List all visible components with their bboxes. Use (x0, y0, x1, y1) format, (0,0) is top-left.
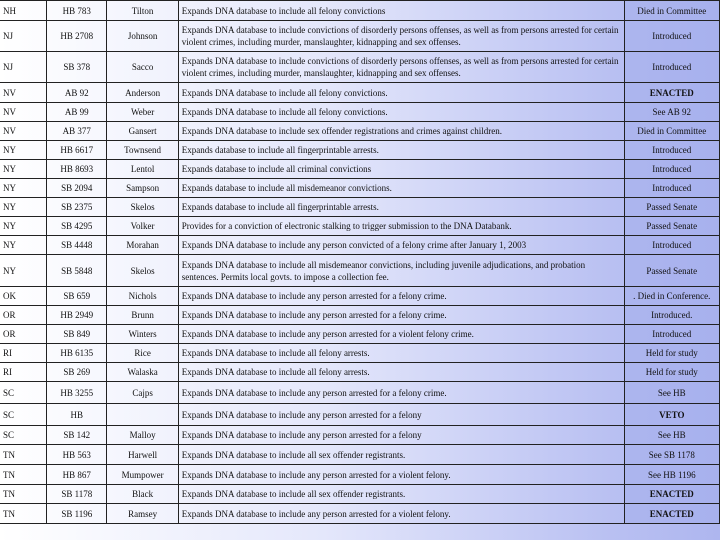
description-cell: Expands DNA database to include all felony arrests. (178, 363, 624, 382)
status-cell: Held for study (624, 363, 719, 382)
status-cell: See AB 92 (624, 103, 719, 122)
sponsor-cell: Harwell (107, 445, 178, 465)
state-cell: RI (0, 344, 47, 363)
description-cell: Expands DNA database to include all felony convictions. (178, 83, 624, 103)
state-cell: NH (0, 1, 47, 21)
state-cell: SC (0, 426, 47, 445)
state-cell: RI (0, 363, 47, 382)
description-cell: Expands DNA database to include any person arrested for a felony crime. (178, 306, 624, 325)
status-cell: Died in Committee (624, 122, 719, 141)
bill-cell: HB 783 (47, 1, 107, 21)
status-cell: See HB (624, 426, 719, 445)
description-cell: Expands database to include all fingerprintable arrests. (178, 141, 624, 160)
status-cell: ENACTED (624, 485, 719, 504)
sponsor-cell: Tilton (107, 1, 178, 21)
sponsor-cell: Weber (107, 103, 178, 122)
status-cell: Passed Senate (624, 255, 719, 287)
description-cell: Expands DNA database to include all felony convictions. (178, 103, 624, 122)
table-row (0, 363, 720, 382)
sponsor-cell: Black (107, 485, 178, 504)
sponsor-cell: Winters (107, 325, 178, 344)
table-row (0, 179, 720, 198)
description-cell: Expands DNA database to include all felony arrests. (178, 344, 624, 363)
status-cell: Introduced (624, 21, 719, 52)
description-cell: Expands DNA database to include any person arrested for a felony (178, 426, 624, 445)
status-cell: Introduced. (624, 306, 719, 325)
sponsor-cell: Johnson (107, 21, 178, 52)
table-row (0, 382, 720, 404)
sponsor-cell: Mumpower (107, 465, 178, 485)
status-cell: See HB 1196 (624, 465, 719, 485)
status-cell: Held for study (624, 344, 719, 363)
description-cell: Expands DNA database to include any person convicted of a felony crime after January 1, 2003 (178, 236, 624, 255)
bill-cell: SB 142 (47, 426, 107, 445)
description-cell: Expands DNA database to include all felony convictions (178, 1, 624, 21)
sponsor-cell: Nichols (107, 287, 178, 306)
table-row (0, 83, 720, 103)
description-cell: Expands DNA database to include sex offender registrations and crimes against children. (178, 122, 624, 141)
state-cell: NY (0, 198, 47, 217)
state-cell: OR (0, 325, 47, 344)
table-row (0, 344, 720, 363)
state-cell: SC (0, 382, 47, 404)
status-cell: Introduced (624, 179, 719, 198)
bill-cell: AB 99 (47, 103, 107, 122)
bill-cell: HB 8693 (47, 160, 107, 179)
bill-cell: SB 2375 (47, 198, 107, 217)
description-cell: Expands DNA database to include any person arrested for a felony crime. (178, 382, 624, 404)
description-cell: Expands DNA database to include convictions of disorderly persons offenses, as well as from persons arrested for certain violent crimes, including murder, manslaughter, kidnapping and sex offenses. (178, 52, 624, 83)
bill-cell: SB 1178 (47, 485, 107, 504)
description-cell: Expands DNA database to include any person arrested for a violent felony. (178, 504, 624, 524)
bill-cell: HB 563 (47, 445, 107, 465)
table-row (0, 426, 720, 445)
bill-cell: HB 2708 (47, 21, 107, 52)
description-cell: Expands DNA database to include any person arrested for a violent felony crime. (178, 325, 624, 344)
description-cell: Expands DNA database to include all misdemeanor convictions, including juvenile adjudications, and probation sentences. Permits local govts. to impose a collection fee. (178, 255, 624, 287)
table-row (0, 160, 720, 179)
sponsor-cell: Skelos (107, 198, 178, 217)
state-cell: TN (0, 445, 47, 465)
description-cell: Expands DNA database to include any person arrested for a felony crime. (178, 287, 624, 306)
table-row (0, 404, 720, 426)
status-cell: . Died in Conference. (624, 287, 719, 306)
table-row (0, 1, 720, 21)
state-cell: NV (0, 103, 47, 122)
state-cell: NV (0, 122, 47, 141)
table-row (0, 103, 720, 122)
description-cell: Expands DNA database to include convictions of disorderly persons offenses, as well as from persons arrested for certain violent crimes, including murder, manslaughter, kidnapping and sex offenses. (178, 21, 624, 52)
description-cell: Provides for a conviction of electronic stalking to trigger submission to the DNA Databank. (178, 217, 624, 236)
status-cell: Introduced (624, 160, 719, 179)
table-row (0, 255, 720, 287)
bill-cell: HB 3255 (47, 382, 107, 404)
bill-cell: HB 2949 (47, 306, 107, 325)
table-row (0, 198, 720, 217)
sponsor-cell: Gansert (107, 122, 178, 141)
state-cell: SC (0, 404, 47, 426)
sponsor-cell: Lentol (107, 160, 178, 179)
bill-cell: AB 377 (47, 122, 107, 141)
description-cell: Expands DNA database to include all sex offender registrants. (178, 445, 624, 465)
description-cell: Expands database to include all criminal convictions (178, 160, 624, 179)
sponsor-cell: Sampson (107, 179, 178, 198)
bill-cell: HB 6135 (47, 344, 107, 363)
bill-cell: SB 4448 (47, 236, 107, 255)
description-cell: Expands database to include all fingerprintable arrests. (178, 198, 624, 217)
state-cell: NY (0, 179, 47, 198)
state-cell: NY (0, 217, 47, 236)
bill-cell: SB 5848 (47, 255, 107, 287)
status-cell: Introduced (624, 236, 719, 255)
table-row (0, 306, 720, 325)
sponsor-cell: Malloy (107, 426, 178, 445)
state-cell: TN (0, 504, 47, 524)
status-cell: ENACTED (624, 504, 719, 524)
status-cell: Passed Senate (624, 198, 719, 217)
state-cell: NY (0, 141, 47, 160)
status-cell: See HB (624, 382, 719, 404)
sponsor-cell: Skelos (107, 255, 178, 287)
sponsor-cell: Cajps (107, 382, 178, 404)
bill-cell: HB 6617 (47, 141, 107, 160)
description-cell: Expands database to include all misdemeanor convictions. (178, 179, 624, 198)
state-cell: TN (0, 465, 47, 485)
state-cell: NY (0, 160, 47, 179)
state-cell: OK (0, 287, 47, 306)
sponsor-cell: Volker (107, 217, 178, 236)
state-cell: NJ (0, 52, 47, 83)
table-row (0, 52, 720, 83)
table-row (0, 325, 720, 344)
status-cell: ENACTED (624, 83, 719, 103)
table-row (0, 21, 720, 52)
bill-cell: HB 867 (47, 465, 107, 485)
status-cell: Died in Committee (624, 1, 719, 21)
state-cell: NV (0, 83, 47, 103)
state-cell: NJ (0, 21, 47, 52)
state-cell: NY (0, 255, 47, 287)
bill-cell: SB 659 (47, 287, 107, 306)
state-cell: NY (0, 236, 47, 255)
sponsor-cell (107, 404, 178, 426)
bill-cell: SB 2094 (47, 179, 107, 198)
bill-cell: SB 1196 (47, 504, 107, 524)
sponsor-cell: Ramsey (107, 504, 178, 524)
sponsor-cell: Anderson (107, 83, 178, 103)
state-cell: OR (0, 306, 47, 325)
table-row (0, 485, 720, 504)
sponsor-cell: Walaska (107, 363, 178, 382)
table-row (0, 217, 720, 236)
description-cell: Expands DNA database to include all sex offender registrants. (178, 485, 624, 504)
table-row (0, 236, 720, 255)
sponsor-cell: Rice (107, 344, 178, 363)
table-row (0, 465, 720, 485)
status-cell: Introduced (624, 141, 719, 160)
bill-cell: SB 378 (47, 52, 107, 83)
sponsor-cell: Morahan (107, 236, 178, 255)
status-cell: VETO (624, 404, 719, 426)
description-cell: Expands DNA database to include any person arrested for a felony (178, 404, 624, 426)
sponsor-cell: Townsend (107, 141, 178, 160)
status-cell: See SB 1178 (624, 445, 719, 465)
bill-cell: HB (47, 404, 107, 426)
table-row (0, 445, 720, 465)
table-row (0, 141, 720, 160)
table-row (0, 504, 720, 524)
bill-cell: SB 849 (47, 325, 107, 344)
sponsor-cell: Brunn (107, 306, 178, 325)
table-row (0, 287, 720, 306)
bill-cell: SB 269 (47, 363, 107, 382)
status-cell: Introduced (624, 52, 719, 83)
status-cell: Passed Senate (624, 217, 719, 236)
description-cell: Expands DNA database to include any person arrested for a violent felony. (178, 465, 624, 485)
bill-cell: SB 4295 (47, 217, 107, 236)
state-cell: TN (0, 485, 47, 504)
sponsor-cell: Sacco (107, 52, 178, 83)
status-cell: Introduced (624, 325, 719, 344)
table-row (0, 122, 720, 141)
bill-cell: AB 92 (47, 83, 107, 103)
